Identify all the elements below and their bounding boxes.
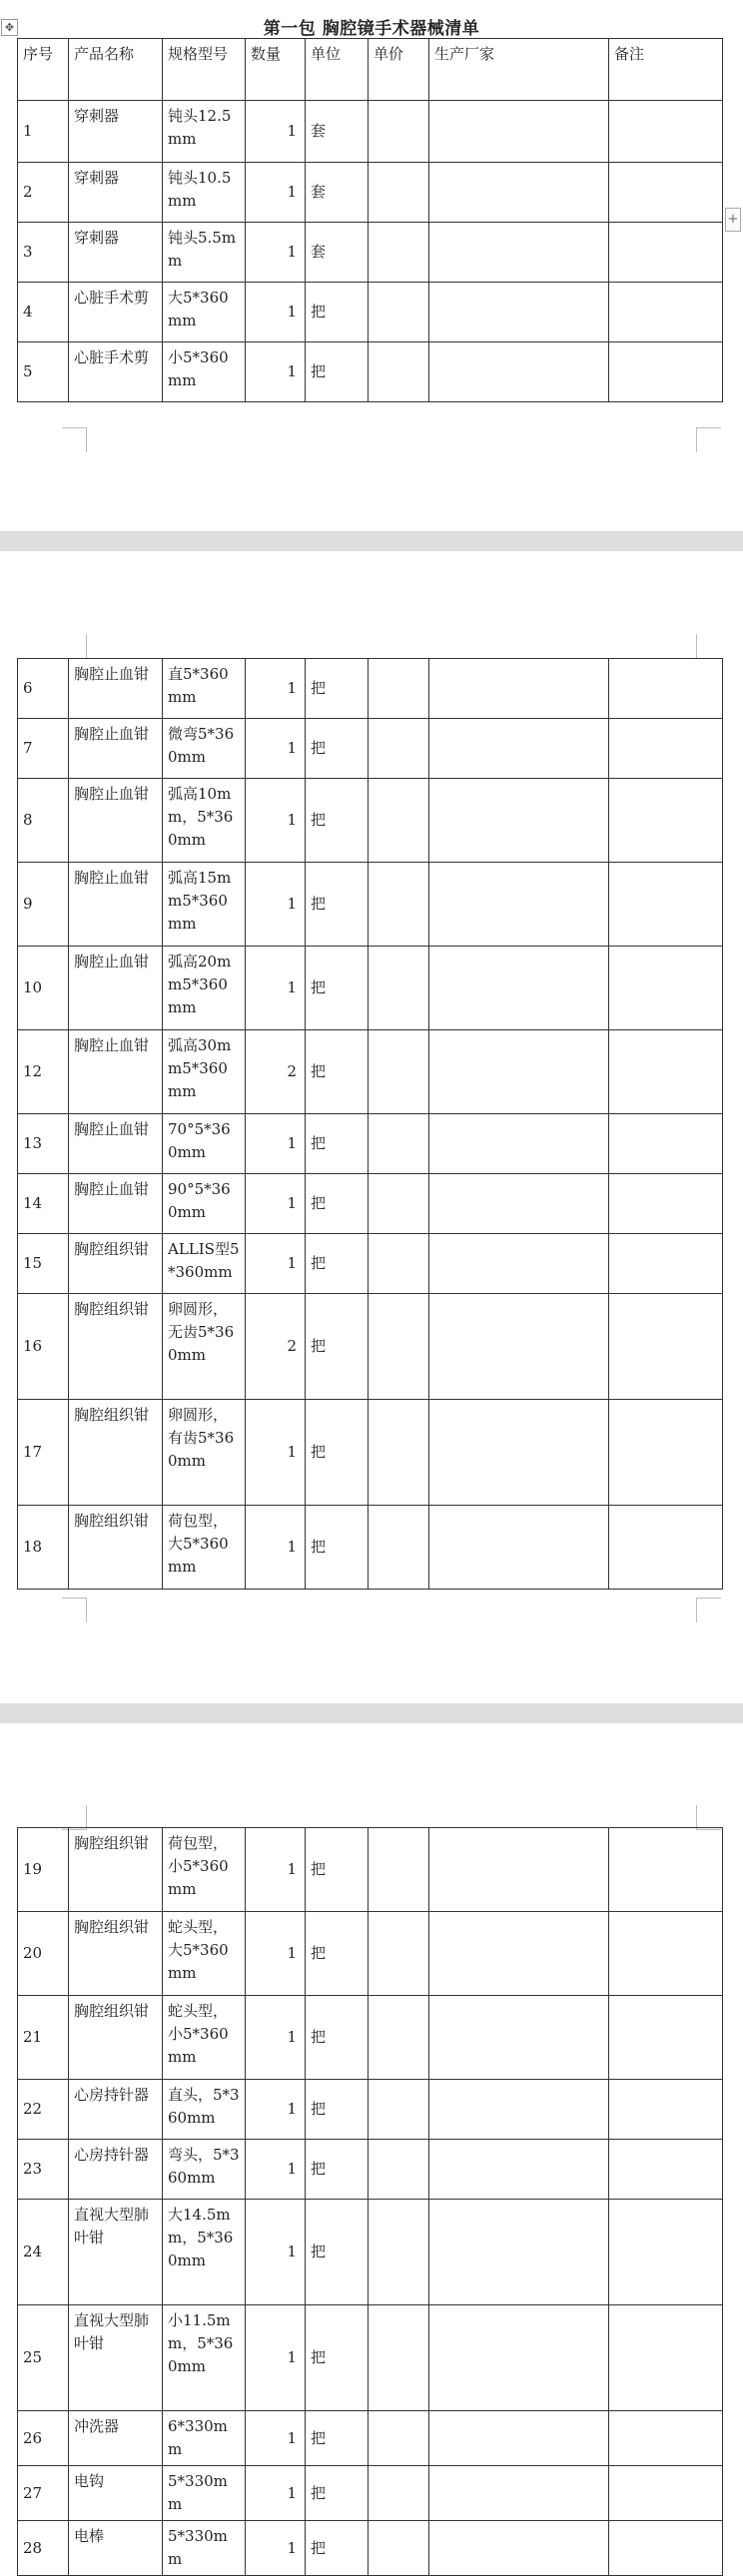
cell-quantity[interactable]: 1 [246,779,306,863]
table-row [18,2466,723,2521]
cell-no[interactable]: 26 [18,2411,69,2466]
cell-unit[interactable]: 把 [306,342,369,402]
cell-spec[interactable]: 直5*360mm [163,659,246,719]
cell-product-name[interactable]: 胸腔组织钳 [69,1912,163,1996]
cell-unit-price[interactable] [369,2411,429,2466]
cell-manufacturer[interactable] [429,2080,609,2140]
cell-manufacturer[interactable] [429,719,609,779]
cell-no[interactable]: 9 [18,863,69,947]
cell-manufacturer[interactable] [429,1912,609,1996]
cell-remarks[interactable] [609,2305,723,2411]
cell-unit-price[interactable] [369,1294,429,1400]
cell-product-name[interactable]: 胸腔止血钳 [69,863,163,947]
table-row [18,223,723,283]
add-column-button[interactable]: + [725,208,741,232]
cell-remarks[interactable] [609,2411,723,2466]
cell-remarks[interactable] [609,1174,723,1234]
cell-manufacturer[interactable] [429,2305,609,2411]
table-row [18,1400,723,1506]
cell-spec[interactable]: 卵圆形，有齿5*360mm [163,1400,246,1506]
cell-quantity[interactable]: 2 [246,1030,306,1114]
cell-quantity[interactable]: 1 [246,2411,306,2466]
cell-manufacturer[interactable] [429,1174,609,1234]
cell-unit-price[interactable] [369,1996,429,2080]
column-header[interactable]: 序号 [18,39,69,101]
cell-unit-price[interactable] [369,863,429,947]
table-row [18,1030,723,1114]
cell-quantity[interactable]: 1 [246,719,306,779]
page-corner-mark [696,634,721,659]
cell-spec[interactable]: 卵圆形，无齿5*360mm [163,1294,246,1400]
cell-unit-price[interactable] [369,947,429,1030]
cell-unit[interactable]: 把 [306,1828,369,1912]
table-row [18,1996,723,2080]
cell-unit[interactable]: 套 [306,101,369,163]
table-move-handle[interactable]: ✥ [1,19,18,36]
instrument-table-page-1 [17,38,723,402]
cell-unit[interactable]: 把 [306,2466,369,2521]
cell-unit[interactable]: 把 [306,2305,369,2411]
instrument-table-page-3 [17,1827,723,2576]
column-header[interactable]: 产品名称 [69,39,163,101]
cell-product-name[interactable]: 胸腔组织钳 [69,1294,163,1400]
cell-unit[interactable]: 把 [306,2200,369,2305]
cell-spec[interactable]: 5*330mm [163,2466,246,2521]
cell-no[interactable]: 5 [18,342,69,402]
table-row [18,719,723,779]
cell-quantity[interactable]: 1 [246,947,306,1030]
cell-unit-price[interactable] [369,719,429,779]
table-header-row [18,39,723,101]
cell-remarks[interactable] [609,1114,723,1174]
table-row [18,863,723,947]
cell-remarks[interactable] [609,779,723,863]
cell-no[interactable]: 19 [18,1828,69,1912]
table-row [18,1114,723,1174]
cell-product-name[interactable]: 胸腔止血钳 [69,719,163,779]
cell-remarks[interactable] [609,2200,723,2305]
cell-remarks[interactable] [609,2521,723,2576]
cell-quantity[interactable]: 1 [246,1234,306,1294]
cell-unit-price[interactable] [369,223,429,283]
cell-product-name[interactable]: 胸腔止血钳 [69,1114,163,1174]
cell-unit[interactable]: 把 [306,1996,369,2080]
cell-manufacturer[interactable] [429,1114,609,1174]
cell-unit[interactable]: 套 [306,223,369,283]
cell-manufacturer[interactable] [429,2411,609,2466]
cell-remarks[interactable] [609,659,723,719]
cell-quantity[interactable]: 1 [246,2466,306,2521]
cell-quantity[interactable]: 1 [246,1400,306,1506]
cell-unit[interactable]: 把 [306,2080,369,2140]
cell-no[interactable]: 28 [18,2521,69,2576]
cell-manufacturer[interactable] [429,1996,609,2080]
cell-product-name[interactable]: 胸腔组织钳 [69,1234,163,1294]
cell-spec[interactable]: 70°5*360mm [163,1114,246,1174]
column-header[interactable]: 单价 [369,39,429,101]
cell-spec[interactable]: 微弯5*360mm [163,719,246,779]
cell-product-name[interactable]: 电钩 [69,2466,163,2521]
cell-no[interactable]: 21 [18,1996,69,2080]
cell-unit[interactable]: 把 [306,779,369,863]
page-gap [0,531,743,551]
cell-no[interactable]: 1 [18,101,69,163]
cell-quantity[interactable]: 1 [246,2305,306,2411]
cell-quantity[interactable]: 1 [246,1996,306,2080]
cell-unit[interactable]: 把 [306,1114,369,1174]
table-row [18,1828,723,1912]
cell-manufacturer[interactable] [429,2200,609,2305]
table-row [18,2080,723,2140]
cell-remarks[interactable] [609,1030,723,1114]
cell-quantity[interactable]: 1 [246,2200,306,2305]
table-row [18,779,723,863]
cell-unit-price[interactable] [369,1506,429,1590]
cell-quantity[interactable]: 1 [246,1912,306,1996]
cell-remarks[interactable] [609,1828,723,1912]
cell-quantity[interactable]: 1 [246,101,306,163]
cell-unit-price[interactable] [369,1400,429,1506]
table-row [18,1174,723,1234]
cell-manufacturer[interactable] [429,1506,609,1590]
cell-spec[interactable]: 钝头5.5mm [163,223,246,283]
cell-remarks[interactable] [609,2466,723,2521]
page-gap [0,1703,743,1723]
cell-product-name[interactable]: 穿刺器 [69,101,163,163]
cell-unit[interactable]: 把 [306,1174,369,1234]
cell-manufacturer[interactable] [429,1234,609,1294]
cell-product-name[interactable]: 胸腔止血钳 [69,1030,163,1114]
cell-remarks[interactable] [609,2080,723,2140]
table-row [18,947,723,1030]
cell-no[interactable]: 7 [18,719,69,779]
cell-remarks[interactable] [609,283,723,342]
cell-remarks[interactable] [609,2140,723,2200]
cell-remarks[interactable] [609,863,723,947]
cell-manufacturer[interactable] [429,1030,609,1114]
cell-unit[interactable]: 把 [306,863,369,947]
cell-unit[interactable]: 把 [306,283,369,342]
table-row [18,342,723,402]
cell-quantity[interactable]: 1 [246,342,306,402]
cell-manufacturer[interactable] [429,1294,609,1400]
column-header[interactable]: 备注 [609,39,723,101]
cell-unit[interactable]: 把 [306,2140,369,2200]
cell-manufacturer[interactable] [429,947,609,1030]
cell-no[interactable]: 10 [18,947,69,1030]
cell-unit[interactable]: 把 [306,1912,369,1996]
cell-remarks[interactable] [609,163,723,223]
cell-spec[interactable]: 弧高15mm5*360mm [163,863,246,947]
cell-unit-price[interactable] [369,342,429,402]
cell-no[interactable]: 15 [18,1234,69,1294]
cell-spec[interactable]: 5*330mm [163,2521,246,2576]
cell-no[interactable]: 22 [18,2080,69,2140]
cell-spec[interactable]: 直头，5*360mm [163,2080,246,2140]
cell-product-name[interactable]: 冲洗器 [69,2411,163,2466]
cell-spec[interactable]: 荷包型，大5*360mm [163,1506,246,1590]
cell-remarks[interactable] [609,101,723,163]
cell-spec[interactable]: 弧高30mm5*360mm [163,1030,246,1114]
page-corner-mark [696,1598,721,1622]
cell-remarks[interactable] [609,1912,723,1996]
cell-quantity[interactable]: 1 [246,1174,306,1234]
cell-product-name[interactable]: 直视大型肺叶钳 [69,2305,163,2411]
cell-unit-price[interactable] [369,101,429,163]
cell-spec[interactable]: 蛇头型，大5*360mm [163,1912,246,1996]
cell-product-name[interactable]: 胸腔组织钳 [69,1996,163,2080]
cell-quantity[interactable]: 2 [246,1294,306,1400]
cell-unit[interactable]: 把 [306,947,369,1030]
page-corner-mark [696,427,721,452]
cell-unit[interactable]: 把 [306,719,369,779]
cell-unit-price[interactable] [369,1114,429,1174]
cell-remarks[interactable] [609,1506,723,1590]
page-corner-mark [62,427,87,452]
cell-unit[interactable]: 把 [306,1030,369,1114]
cell-no[interactable]: 17 [18,1400,69,1506]
cell-unit[interactable]: 把 [306,2411,369,2466]
cell-quantity[interactable]: 1 [246,1506,306,1590]
cell-quantity[interactable]: 1 [246,2080,306,2140]
cell-spec[interactable]: 钝头10.5mm [163,163,246,223]
cell-unit-price[interactable] [369,2140,429,2200]
cell-quantity[interactable]: 1 [246,2521,306,2576]
cell-remarks[interactable] [609,1400,723,1506]
cell-manufacturer[interactable] [429,223,609,283]
table-row [18,2411,723,2466]
cell-unit-price[interactable] [369,163,429,223]
cell-quantity[interactable]: 1 [246,1828,306,1912]
cell-product-name[interactable]: 心房持针器 [69,2140,163,2200]
column-header[interactable]: 生产厂家 [429,39,609,101]
cell-remarks[interactable] [609,1234,723,1294]
cell-unit-price[interactable] [369,1828,429,1912]
cell-quantity[interactable]: 1 [246,1114,306,1174]
table-row [18,2200,723,2305]
table-row [18,1912,723,1996]
cell-unit-price[interactable] [369,1174,429,1234]
cell-product-name[interactable]: 胸腔组织钳 [69,1400,163,1506]
table-row [18,101,723,163]
cell-unit-price[interactable] [369,2080,429,2140]
cell-remarks[interactable] [609,1294,723,1400]
page-corner-mark [62,1598,87,1622]
cell-unit[interactable]: 把 [306,2521,369,2576]
cell-spec[interactable]: 6*330mm [163,2411,246,2466]
cell-no[interactable]: 13 [18,1114,69,1174]
cell-product-name[interactable]: 胸腔止血钳 [69,779,163,863]
cell-manufacturer[interactable] [429,2140,609,2200]
cell-no[interactable]: 2 [18,163,69,223]
cell-manufacturer[interactable] [429,1828,609,1912]
cell-unit-price[interactable] [369,779,429,863]
cell-spec[interactable]: 小11.5mm，5*360mm [163,2305,246,2411]
cell-unit-price[interactable] [369,1234,429,1294]
cell-spec[interactable]: 荷包型，小5*360mm [163,1828,246,1912]
table-row [18,2521,723,2576]
cell-spec[interactable]: 大5*360mm [163,283,246,342]
cell-unit-price[interactable] [369,283,429,342]
table-row [18,163,723,223]
cell-unit-price[interactable] [369,659,429,719]
cell-manufacturer[interactable] [429,2466,609,2521]
page-corner-mark [62,634,87,659]
cell-no[interactable]: 4 [18,283,69,342]
cell-no[interactable]: 16 [18,1294,69,1400]
cell-product-name[interactable]: 直视大型肺叶钳 [69,2200,163,2305]
cell-manufacturer[interactable] [429,342,609,402]
cell-unit-price[interactable] [369,1030,429,1114]
cell-unit-price[interactable] [369,1912,429,1996]
cell-spec[interactable]: 90°5*360mm [163,1174,246,1234]
cell-remarks[interactable] [609,947,723,1030]
cell-product-name[interactable]: 心脏手术剪 [69,283,163,342]
cell-unit[interactable]: 把 [306,1234,369,1294]
cell-spec[interactable]: 弧高20mm5*360mm [163,947,246,1030]
cell-manufacturer[interactable] [429,863,609,947]
cell-spec[interactable]: 小5*360mm [163,342,246,402]
table-row [18,283,723,342]
cell-no[interactable]: 25 [18,2305,69,2411]
cell-manufacturer[interactable] [429,101,609,163]
cell-manufacturer[interactable] [429,283,609,342]
cell-unit[interactable]: 把 [306,1506,369,1590]
table-row [18,1294,723,1400]
cell-unit-price[interactable] [369,2305,429,2411]
cell-remarks[interactable] [609,1996,723,2080]
cell-no[interactable]: 12 [18,1030,69,1114]
cell-manufacturer[interactable] [429,163,609,223]
cell-no[interactable]: 8 [18,779,69,863]
cell-product-name[interactable]: 胸腔组织钳 [69,1506,163,1590]
cell-spec[interactable]: 大14.5mm，5*360mm [163,2200,246,2305]
cell-no[interactable]: 24 [18,2200,69,2305]
cell-unit-price[interactable] [369,2466,429,2521]
cell-unit[interactable]: 套 [306,163,369,223]
cell-unit[interactable]: 把 [306,1294,369,1400]
cell-no[interactable]: 23 [18,2140,69,2200]
cell-no[interactable]: 14 [18,1174,69,1234]
table-row [18,1506,723,1590]
cell-product-name[interactable]: 胸腔组织钳 [69,1828,163,1912]
cell-product-name[interactable]: 电棒 [69,2521,163,2576]
table-row [18,2140,723,2200]
cell-unit-price[interactable] [369,2200,429,2305]
cell-quantity[interactable]: 1 [246,863,306,947]
table-row [18,1234,723,1294]
cell-no[interactable]: 27 [18,2466,69,2521]
column-header[interactable]: 规格型号 [163,39,246,101]
cell-no[interactable]: 20 [18,1912,69,1996]
cell-manufacturer[interactable] [429,779,609,863]
cell-remarks[interactable] [609,223,723,283]
cell-quantity[interactable]: 1 [246,223,306,283]
cell-manufacturer[interactable] [429,659,609,719]
cell-remarks[interactable] [609,342,723,402]
cell-unit[interactable]: 把 [306,1400,369,1506]
cell-no[interactable]: 3 [18,223,69,283]
cell-product-name[interactable]: 胸腔止血钳 [69,659,163,719]
instrument-table-page-2 [17,658,723,1590]
cell-manufacturer[interactable] [429,2521,609,2576]
cell-quantity[interactable]: 1 [246,2140,306,2200]
cell-manufacturer[interactable] [429,1400,609,1506]
cell-product-name[interactable]: 穿刺器 [69,163,163,223]
cell-spec[interactable]: 弧高10mm，5*360mm [163,779,246,863]
table-row [18,2305,723,2411]
cell-product-name[interactable]: 穿刺器 [69,223,163,283]
cell-unit-price[interactable] [369,2521,429,2576]
column-header[interactable]: 数量 [246,39,306,101]
cell-spec[interactable]: 钝头12.5mm [163,101,246,163]
cell-quantity[interactable]: 1 [246,163,306,223]
table-row [18,659,723,719]
cell-quantity[interactable]: 1 [246,659,306,719]
cell-quantity[interactable]: 1 [246,283,306,342]
cell-spec[interactable]: ALLIS型5*360mm [163,1234,246,1294]
cell-unit[interactable]: 把 [306,659,369,719]
cell-product-name[interactable]: 心房持针器 [69,2080,163,2140]
cell-spec[interactable]: 弯头，5*360mm [163,2140,246,2200]
cell-product-name[interactable]: 胸腔止血钳 [69,947,163,1030]
cell-no[interactable]: 6 [18,659,69,719]
cell-remarks[interactable] [609,719,723,779]
cell-no[interactable]: 18 [18,1506,69,1590]
cell-spec[interactable]: 蛇头型，小5*360mm [163,1996,246,2080]
cell-product-name[interactable]: 心脏手术剪 [69,342,163,402]
column-header[interactable]: 单位 [306,39,369,101]
document-title: 第一包 胸腔镜手术器械清单 [263,19,480,39]
cell-product-name[interactable]: 胸腔止血钳 [69,1174,163,1234]
